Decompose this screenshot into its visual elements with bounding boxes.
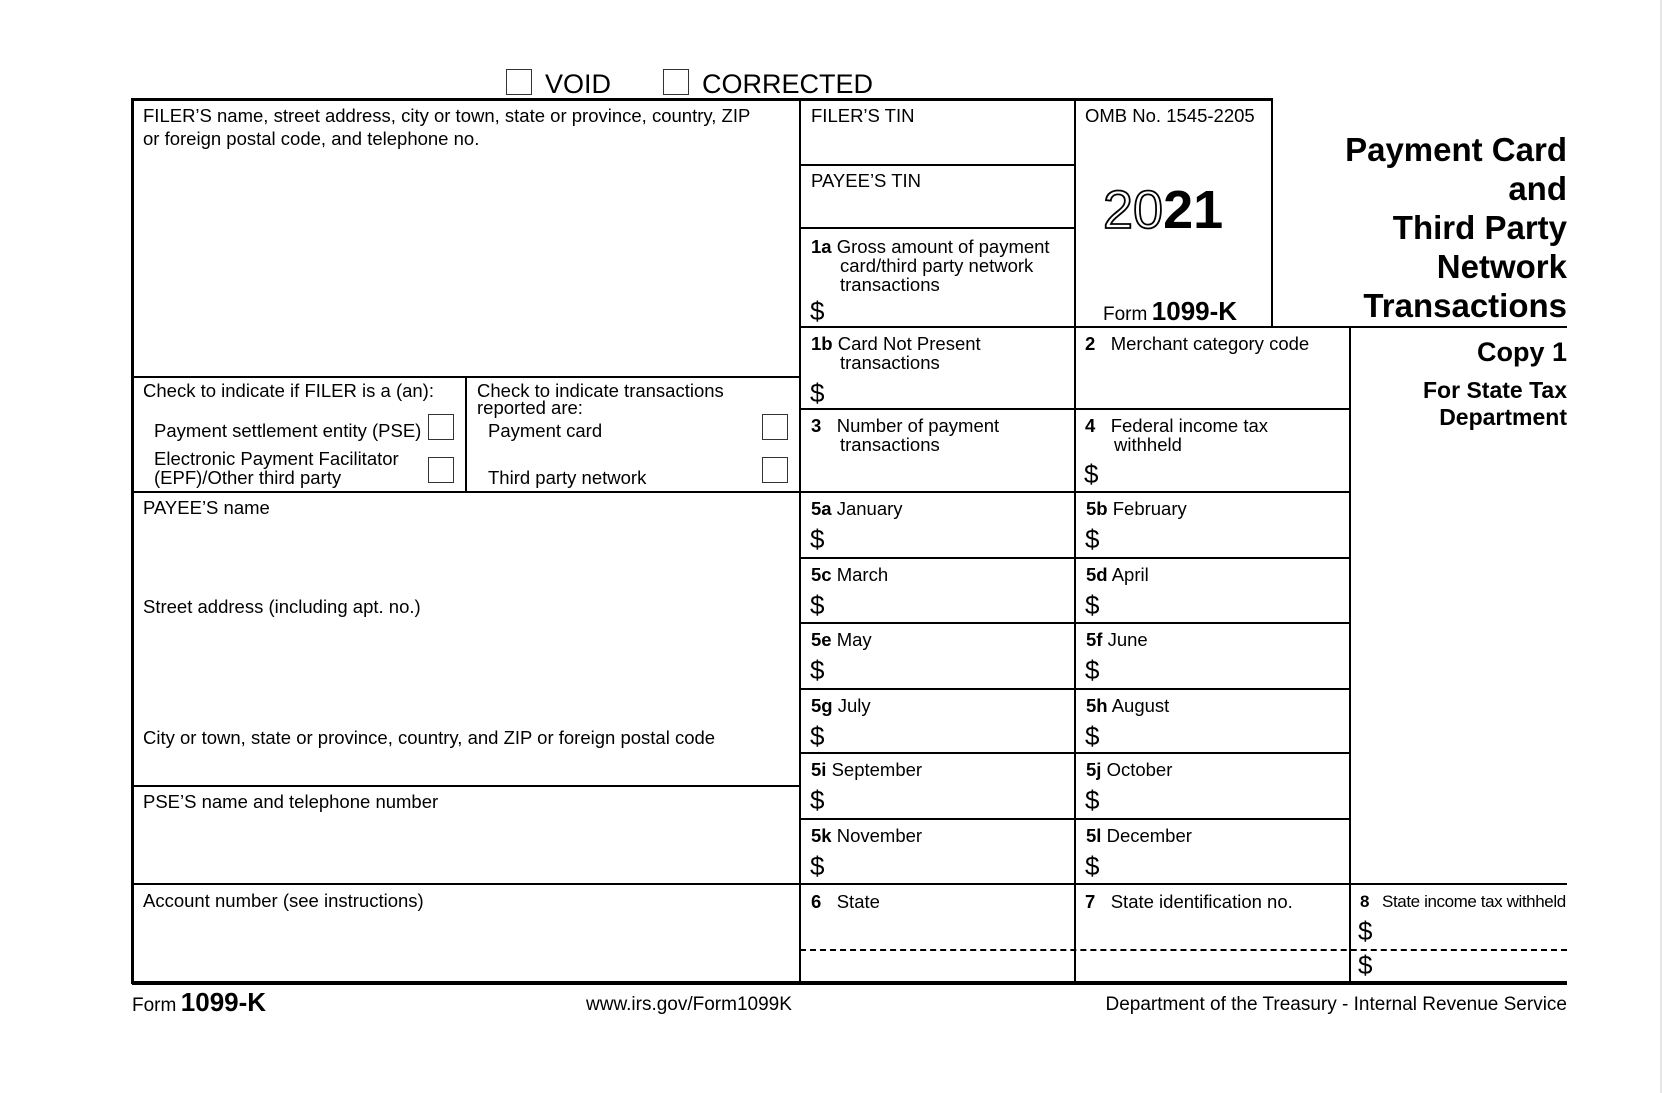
month-dollar-august: $ (1085, 721, 1100, 751)
tax-year-outline: 20 (1103, 180, 1164, 240)
month-label-january: 5a January (811, 498, 903, 519)
pse-name-phone-input[interactable] (140, 815, 794, 879)
month-label-june: 5f June (1086, 629, 1148, 650)
filer-name-label-line1: FILER’S name, street address, city or town, state or province, country, ZIP (143, 105, 751, 126)
month-input-september[interactable] (832, 787, 1072, 815)
month-label-july: 5g July (811, 695, 871, 716)
box-1a-label-line1: 1a Gross amount of payment (811, 236, 1050, 257)
payment-card-label: Payment card (488, 420, 603, 441)
month-label-december: 5l December (1086, 825, 1192, 846)
month-label-november: 5k November (811, 825, 923, 846)
copy-destination: For State Tax Department (1423, 377, 1567, 430)
month-dollar-september: $ (810, 785, 825, 815)
month-dollar-july: $ (810, 721, 825, 751)
month-label-may: 5e May (811, 629, 872, 650)
pse-label: Payment settlement entity (PSE) (154, 420, 422, 441)
corrected-label: CORRECTED (702, 69, 874, 99)
box-6-input-1[interactable] (808, 915, 1072, 947)
epf-label-line2: (EPF)/Other third party (154, 467, 342, 488)
box-7-label: 7 State identification no. (1085, 891, 1293, 912)
month-input-may[interactable] (832, 657, 1072, 685)
month-dollar-december: $ (1085, 851, 1100, 881)
filer-name-address-input[interactable] (140, 152, 794, 374)
footer-url[interactable]: www.irs.gov/Form1099K (586, 994, 792, 1015)
month-dollar-january: $ (810, 524, 825, 554)
box-7-input-1[interactable] (1082, 915, 1348, 947)
month-input-december[interactable] (1107, 853, 1349, 881)
box-4-dollar: $ (1084, 459, 1099, 489)
box-1b-label-line1: 1b Card Not Present (811, 333, 981, 354)
third-party-network-label: Third party network (488, 467, 647, 488)
month-dollar-february: $ (1085, 524, 1100, 554)
month-label-august: 5h August (1086, 695, 1170, 716)
box-4-label-line2: withheld (1114, 434, 1182, 455)
pse-checkbox[interactable] (428, 414, 454, 440)
month-input-february[interactable] (1107, 526, 1349, 554)
month-label-march: 5c March (811, 564, 889, 585)
month-dollar-april: $ (1085, 590, 1100, 620)
box-2-label: 2 Merchant category code (1085, 333, 1310, 354)
omb-number: OMB No. 1545-2205 (1085, 105, 1255, 126)
box-1a-label-line2: card/third party network (840, 255, 1034, 276)
filer-name-label-line2: or foreign postal code, and telephone no. (143, 128, 480, 149)
box-8-dollar-1: $ (1358, 916, 1373, 946)
box-1a-input[interactable] (832, 298, 1072, 326)
epf-checkbox[interactable] (428, 457, 454, 483)
month-input-august[interactable] (1107, 723, 1349, 751)
check-transactions-label-line1: Check to indicate transactions (477, 380, 724, 401)
box-8-label: 8 State income tax withheld (1360, 892, 1566, 911)
box-1b-input[interactable] (832, 380, 1072, 408)
month-label-september: 5i September (811, 759, 923, 780)
box-3-label-line1: 3 Number of payment (811, 415, 1000, 436)
city-state-zip-label: City or town, state or province, country, and ZIP or foreign postal code (143, 727, 716, 748)
month-input-january[interactable] (832, 526, 1072, 554)
box-4-label-line1: 4 Federal income tax (1085, 415, 1269, 436)
epf-label-line1: Electronic Payment Facilitator (154, 448, 399, 469)
account-number-input[interactable] (140, 915, 794, 977)
month-input-march[interactable] (832, 592, 1072, 620)
box-3-input[interactable] (808, 458, 1072, 490)
box-6-input-2[interactable] (808, 953, 1072, 981)
payment-card-checkbox[interactable] (762, 414, 788, 440)
box-8-input-2[interactable] (1380, 952, 1569, 980)
month-label-october: 5j October (1086, 759, 1173, 780)
city-state-zip-input[interactable] (140, 752, 794, 782)
month-dollar-november: $ (810, 851, 825, 881)
box-2-input[interactable] (1082, 358, 1348, 406)
month-input-october[interactable] (1107, 787, 1349, 815)
corrected-checkbox[interactable] (663, 69, 689, 95)
month-input-april[interactable] (1107, 592, 1349, 620)
box-1a-label-line3: transactions (840, 274, 940, 295)
payee-tin-input[interactable] (808, 193, 1072, 225)
omb-form-name: Form 1099-K (1103, 296, 1238, 326)
box-8-dollar-2: $ (1358, 950, 1373, 980)
month-dollar-may: $ (810, 655, 825, 685)
pse-name-phone-label: PSE’S name and telephone number (143, 791, 439, 812)
filer-tin-label: FILER’S TIN (811, 105, 915, 126)
payee-name-label: PAYEE’S name (143, 497, 270, 518)
check-filer-label: Check to indicate if FILER is a (an): (143, 380, 434, 401)
box-1a-dollar: $ (810, 296, 825, 326)
footer-agency: Department of the Treasury - Internal Revenue Service (1105, 994, 1567, 1015)
form-title: Payment Card and Third Party Network Transactions (1345, 131, 1567, 324)
payee-name-input[interactable] (140, 520, 794, 582)
month-label-april: 5d April (1086, 564, 1149, 585)
street-address-input[interactable] (140, 620, 794, 722)
month-label-february: 5b February (1086, 498, 1187, 519)
footer-form-name: Form 1099-K (132, 987, 267, 1017)
void-label: VOID (545, 69, 612, 99)
box-3-label-line2: transactions (840, 434, 940, 455)
box-4-input[interactable] (1106, 461, 1348, 489)
account-number-label: Account number (see instructions) (143, 890, 424, 911)
void-checkbox[interactable] (506, 69, 532, 95)
box-6-label: 6 State (811, 891, 880, 912)
check-transactions-label-line2: reported are: (477, 397, 583, 418)
tax-year-bold: 21 (1163, 180, 1224, 240)
month-dollar-october: $ (1085, 785, 1100, 815)
box-1b-label-line2: transactions (840, 352, 940, 373)
month-input-july[interactable] (832, 723, 1072, 751)
month-dollar-june: $ (1085, 655, 1100, 685)
tax-year (1103, 180, 1223, 240)
box-8-input-1[interactable] (1380, 918, 1569, 946)
month-input-november[interactable] (832, 853, 1072, 881)
payee-tin-label: PAYEE’S TIN (811, 170, 922, 191)
box-7-input-2[interactable] (1082, 953, 1348, 981)
copy-label: Copy 1 (1476, 337, 1567, 367)
month-dollar-march: $ (810, 590, 825, 620)
third-party-network-checkbox[interactable] (762, 457, 788, 483)
street-address-label: Street address (including apt. no.) (143, 596, 421, 617)
box-1b-dollar: $ (810, 378, 825, 408)
page-edge (1660, 0, 1662, 1093)
month-input-june[interactable] (1107, 657, 1349, 685)
filer-tin-input[interactable] (808, 128, 1072, 162)
